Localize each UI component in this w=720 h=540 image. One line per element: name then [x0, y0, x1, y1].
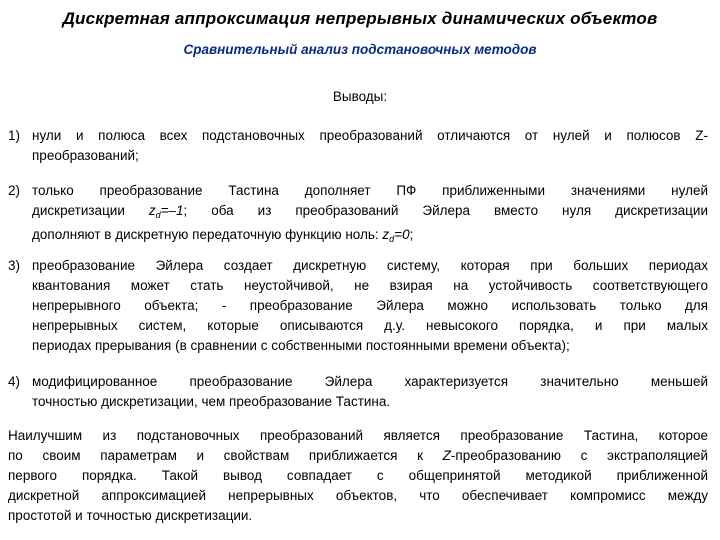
item-2-line-3: дополняют в дискретную передаточную функцию ноль: $z_d=0$; — [32, 227, 414, 244]
item-3-line-3: непрерывного объекта; - преобразование Эйлера можно использовать только для — [32, 298, 708, 313]
item-3-line-2: квантования может стать неустойчивой, не взирая на устойчивость соответствующего — [32, 278, 708, 293]
conclusion-line-4: дискретной аппроксимацией непрерывных объектов, что обеспечивает компромисс между — [8, 488, 708, 503]
conclusion-item-4 — [8, 372, 708, 412]
item-2-line-2: дискретизации $z_d=-1$; оба из преобразований Эйлера вместо нуля дискретизации — [32, 203, 708, 220]
item-number: 2) — [8, 183, 21, 198]
item-2-line-1 — [8, 181, 708, 201]
item-4-line-2: точностью дискретизации, чем преобразование Тастина. — [32, 394, 391, 409]
item-1-line-2: преобразований; — [32, 148, 139, 163]
conclusion-item-1 — [8, 126, 708, 166]
item-4-line-1 — [8, 372, 708, 392]
item-number: 3) — [8, 258, 21, 273]
item-text: нули и полюса всех подстановочных преобразований отличаются от нулей и полюсов Z- — [32, 128, 708, 143]
item-3-line-1 — [8, 256, 708, 276]
slide-subtitle: Сравнительный анализ подстановочных методов — [183, 42, 537, 57]
conclusion-line-1: Наилучшим из подстановочных преобразований является преобразование Тастина, которое — [8, 428, 708, 443]
item-text: преобразование Эйлера создает дискретную систему, которая при больших периодах — [32, 258, 708, 273]
conclusion-line-2: по своим параметрам и свойствам приближается к Z-преобразованию с экстраполяцией — [8, 448, 708, 463]
item-number: 4) — [8, 374, 21, 389]
zd-symbol: $z_d=-1$ — [148, 203, 184, 220]
slide-title: Дискретная аппроксимация непрерывных динамических объектов — [62, 9, 658, 28]
conclusion-line-5: простотой и точностью дискретизации. — [8, 508, 253, 523]
final-conclusion-paragraph — [8, 426, 708, 526]
conclusion-item-2 — [8, 181, 708, 249]
item-number: 1) — [8, 128, 21, 143]
item-text: только преобразование Тастина дополняет ПФ приближенными значениями нулей — [32, 183, 708, 198]
item-3-line-4: непрерывных систем, которые описываются д.у. невысокого порядка, и при малых — [32, 318, 708, 333]
conclusions-heading: Выводы: — [332, 89, 388, 104]
item-1-line-1 — [8, 126, 708, 146]
conclusion-item-3 — [8, 256, 708, 356]
item-3-line-5: периодах прерывания (в сравнении с собственными постоянными времени объекта); — [32, 338, 570, 353]
conclusion-line-3: первого порядка. Такой вывод совпадает с общепринятой методикой приближенной — [8, 468, 708, 483]
zd-symbol: $z_d=0$ — [382, 227, 410, 244]
item-text: модифицированное преобразование Эйлера характеризуется значительно меньшей — [32, 374, 708, 389]
